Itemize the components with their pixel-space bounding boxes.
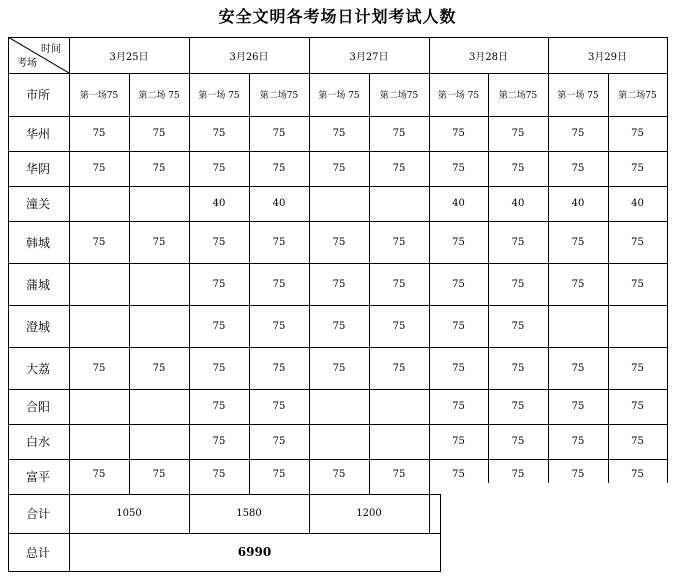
count-cell: 75	[511, 469, 525, 480]
count-cell: 75	[571, 436, 585, 447]
grand-total-value: 6990	[237, 545, 272, 559]
grid-line	[8, 73, 668, 74]
count-cell: 75	[631, 163, 644, 174]
count-cell: 75	[511, 236, 525, 248]
row-name: 大荔	[26, 361, 51, 376]
count-cell: 75	[392, 278, 406, 290]
count-cell: 75	[152, 236, 166, 248]
row-name: 韩城	[26, 235, 51, 250]
count-cell: 75	[511, 163, 525, 174]
count-cell: 75	[452, 469, 465, 480]
session-header: 第二场75	[259, 91, 299, 101]
count-cell: 75	[571, 401, 585, 412]
count-cell	[309, 389, 369, 424]
count-cell: 75	[631, 469, 644, 480]
row-name: 白水	[26, 435, 51, 449]
session-header: 第二场 75	[138, 91, 180, 101]
grid-line	[608, 73, 609, 483]
count-cell: 75	[631, 236, 644, 248]
date-header: 3月28日	[468, 51, 509, 63]
count-cell: 75	[631, 436, 644, 447]
count-cell	[369, 186, 429, 221]
count-cell	[608, 305, 667, 347]
grid-line	[129, 73, 130, 495]
count-cell: 75	[511, 128, 525, 139]
diagonal-line	[8, 37, 69, 73]
count-cell: 75	[332, 163, 346, 174]
subtotal-value: 1200	[356, 508, 382, 519]
count-cell: 75	[332, 128, 346, 139]
count-cell: 75	[212, 236, 226, 248]
grand-total-label: 总计	[26, 545, 51, 560]
count-cell: 75	[212, 128, 226, 139]
subtotal-value: 1050	[116, 508, 142, 519]
count-cell: 75	[92, 128, 106, 139]
count-cell: 75	[571, 469, 585, 480]
grid-line	[8, 389, 668, 390]
session-header: 第一场75	[79, 91, 119, 101]
count-cell: 75	[452, 320, 465, 332]
count-cell: 75	[392, 469, 406, 480]
session-header: 第二场75	[498, 91, 538, 101]
count-cell: 75	[212, 320, 226, 332]
grid-line	[8, 424, 668, 425]
count-cell	[69, 389, 129, 424]
grid-line	[8, 347, 668, 348]
count-cell	[69, 305, 129, 347]
count-cell: 75	[571, 278, 585, 290]
grid-line	[8, 459, 668, 460]
count-cell: 75	[92, 163, 106, 174]
count-cell	[129, 305, 189, 347]
count-cell: 75	[452, 163, 465, 174]
grid-line	[8, 37, 9, 572]
session-header: 第二场75	[618, 91, 657, 101]
count-cell: 75	[152, 163, 166, 174]
count-cell: 75	[392, 362, 406, 374]
count-cell: 75	[92, 469, 106, 480]
count-cell: 75	[392, 236, 406, 248]
count-cell: 75	[272, 320, 286, 332]
count-cell	[69, 424, 129, 459]
count-cell	[309, 424, 369, 459]
row-name: 富平	[26, 470, 51, 484]
count-cell: 75	[272, 278, 286, 290]
count-cell: 75	[511, 436, 525, 447]
count-cell: 75	[272, 362, 286, 374]
count-cell: 75	[452, 128, 465, 139]
count-cell: 75	[392, 128, 406, 139]
count-cell	[369, 424, 429, 459]
count-cell: 75	[332, 320, 346, 332]
count-cell	[548, 305, 608, 347]
count-cell	[309, 186, 369, 221]
count-cell: 75	[212, 278, 226, 290]
grid-line	[8, 116, 668, 117]
page-title: 安全文明各考场日计划考试人数	[218, 7, 457, 26]
count-cell: 75	[332, 236, 346, 248]
session-header: 第一场 75	[437, 91, 480, 101]
count-cell	[369, 389, 429, 424]
count-cell: 75	[452, 278, 465, 290]
count-cell: 75	[272, 469, 286, 480]
count-cell: 75	[631, 401, 644, 412]
count-cell: 75	[511, 278, 525, 290]
grid-line	[8, 263, 668, 264]
count-cell	[129, 424, 189, 459]
count-cell: 75	[571, 362, 585, 374]
count-cell: 75	[332, 278, 346, 290]
grid-line	[309, 37, 310, 534]
count-cell	[69, 186, 129, 221]
corner-time-label: 时间	[41, 43, 61, 55]
date-header: 3月29日	[587, 51, 628, 63]
grid-line	[189, 37, 190, 534]
count-cell	[69, 263, 129, 305]
count-cell: 75	[92, 362, 106, 374]
count-cell: 75	[332, 469, 346, 480]
count-cell: 75	[452, 236, 465, 248]
row-name: 华阴	[26, 162, 51, 176]
count-cell: 75	[212, 469, 226, 480]
corner-diagonal	[8, 37, 69, 73]
count-cell: 75	[272, 436, 286, 447]
date-header: 3月25日	[109, 51, 149, 63]
count-cell: 75	[92, 236, 106, 248]
date-header: 3月27日	[349, 51, 389, 63]
grid-line	[8, 305, 668, 306]
city-header: 市所	[26, 88, 51, 102]
row-name: 潼关	[26, 197, 51, 211]
row-name: 合阳	[26, 400, 51, 414]
grid-line	[548, 37, 549, 483]
count-cell: 40	[631, 198, 644, 209]
count-cell: 75	[511, 362, 525, 374]
session-header: 第一场 75	[198, 91, 240, 101]
count-cell	[129, 389, 189, 424]
grid-line	[8, 186, 668, 187]
count-cell: 75	[272, 401, 286, 412]
row-name: 华州	[26, 127, 51, 141]
grid-line	[440, 494, 441, 572]
grid-line	[8, 533, 441, 534]
count-cell: 75	[631, 362, 644, 374]
row-name: 蒲城	[26, 277, 51, 292]
count-cell: 75	[631, 278, 644, 290]
count-cell: 75	[452, 362, 465, 374]
grid-line	[667, 37, 668, 483]
count-cell	[129, 263, 189, 305]
count-cell: 75	[392, 163, 406, 174]
count-cell: 75	[392, 320, 406, 332]
count-cell: 75	[152, 469, 166, 480]
corner-venue-label: 考场	[17, 57, 37, 69]
count-cell: 75	[272, 128, 286, 139]
count-cell	[129, 186, 189, 221]
grid-line	[429, 37, 430, 534]
count-cell: 40	[452, 198, 465, 209]
grid-line	[488, 73, 489, 483]
session-header: 第二场75	[379, 91, 419, 101]
subtotal-label: 合计	[26, 507, 51, 521]
subtotal-value: 1580	[236, 508, 262, 519]
grid-line	[369, 73, 370, 495]
count-cell: 40	[511, 198, 525, 209]
count-cell: 75	[152, 362, 166, 374]
grid-line	[8, 37, 668, 38]
grid-line	[8, 494, 441, 495]
count-cell: 75	[571, 163, 585, 174]
count-cell: 40	[212, 198, 226, 209]
count-cell: 75	[571, 128, 585, 139]
count-cell: 75	[511, 401, 525, 412]
grid-line	[8, 221, 668, 222]
count-cell: 40	[272, 198, 286, 209]
count-cell: 75	[631, 128, 644, 139]
session-header: 第一场 75	[318, 91, 360, 101]
grid-line	[69, 37, 70, 572]
grid-line	[8, 571, 441, 572]
count-cell: 40	[571, 198, 585, 209]
count-cell: 75	[212, 362, 226, 374]
session-header: 第一场 75	[557, 91, 599, 101]
row-name: 澄城	[26, 319, 51, 334]
count-cell: 75	[212, 401, 226, 412]
count-cell: 75	[452, 401, 465, 412]
count-cell: 75	[272, 236, 286, 248]
date-header: 3月26日	[229, 51, 269, 63]
count-cell: 75	[212, 436, 226, 447]
count-cell: 75	[571, 236, 585, 248]
count-cell: 75	[152, 128, 166, 139]
count-cell: 75	[332, 362, 346, 374]
count-cell: 75	[272, 163, 286, 174]
count-cell: 75	[452, 436, 465, 447]
count-cell: 75	[212, 163, 226, 174]
count-cell: 75	[511, 320, 525, 332]
grid-line	[249, 73, 250, 495]
grid-line	[8, 151, 668, 152]
